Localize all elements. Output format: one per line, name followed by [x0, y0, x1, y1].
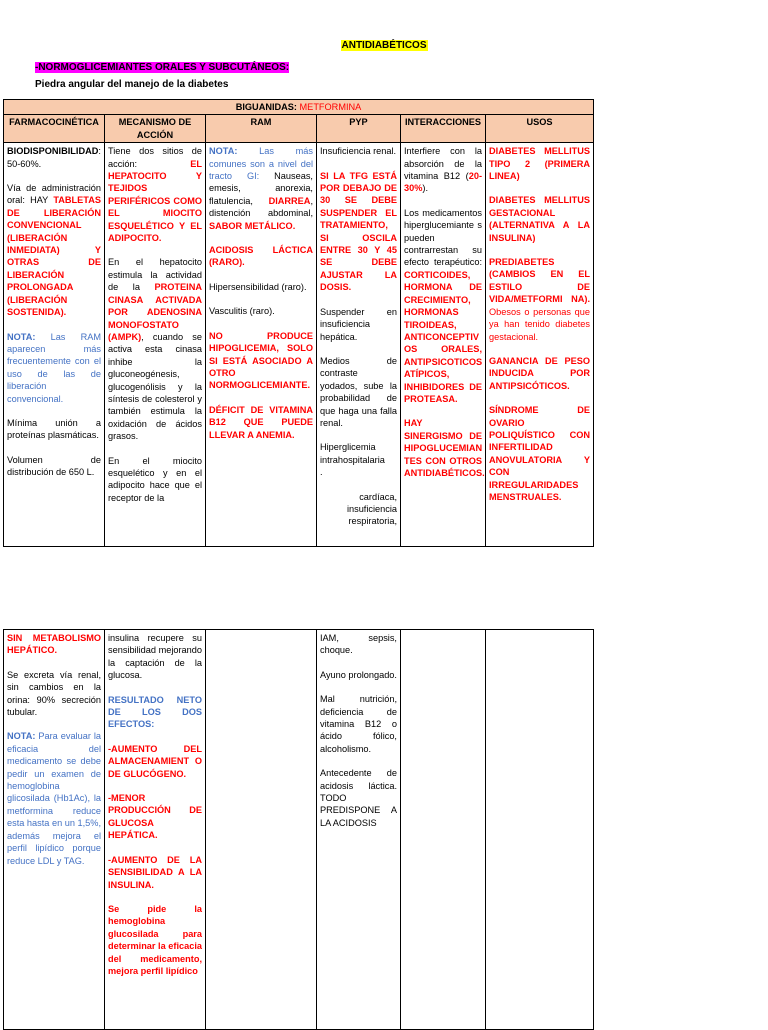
- pcos-text: SÍNDROME DE OVARIO POLIQUÍSTICO CON INFERTILIDAD ANOVULATORIA Y CON IRREGULARIDADES MENSTRUALES.: [489, 405, 591, 502]
- myocyte-text: En el miocito esquelético y en el adipocito hace que el receptor de la: [108, 455, 202, 503]
- cell-pyp: [317, 143, 401, 547]
- b12-absorption-text: Interfiere con la absorción de la vitamina B12 (20-30%).: [404, 146, 482, 194]
- b12-deficit-text: DÉFICIT DE VITAMINA B12 QUE PUEDE LLEVAR A ANEMIA.: [209, 404, 313, 440]
- prediabetes-text: PREDIABETES (CAMBIOS EN EL ESTILO DE VIDA/METFORMI NA). Obesos o personas que ya han tenido diabetes gestacional.: [489, 257, 591, 342]
- lactic-acidosis-text: ACIDOSIS LÁCTICA (RARO).: [209, 245, 313, 268]
- administration-text: Vía de administración oral: HAY TABLETAS DE LIBERACIÓN CONVENCIONAL (LIBERACIÓN INMEDIATA) Y OTRAS DE LIBERACIÓN PROLONGADA (LIBERACIÓN SOSTENIDA).: [7, 183, 101, 318]
- glycogen-text: -AUMENTO DEL ALMACENAMIENT O DE GLUCÓGENO.: [108, 743, 202, 779]
- cell-ram: [206, 143, 317, 547]
- col-header-farmacocinetica: FARMACOCINÉTICA: [4, 115, 105, 143]
- iam-sepsis-text: IAM, sepsis, choque.: [320, 633, 397, 656]
- drug-table-page1: [3, 99, 594, 547]
- cell-mecanismo: [105, 143, 206, 547]
- col-header-usos: USOS: [486, 115, 594, 143]
- hyperglycemia-text: Hiperglicemia intrahospitalaria: [320, 442, 385, 465]
- cell-ram-cont: [206, 630, 317, 1030]
- bioavailability-text: BIODISPONIBILIDAD: 50-60%.: [7, 146, 101, 169]
- malnutrition-text: Mal nutrición, deficiencia de vitamina B12 o ácido fólico, alcoholismo.: [320, 694, 397, 754]
- section-subtitle: -NORMOGLICEMIANTES ORALES Y SUBCUTÁNEOS:: [35, 62, 290, 73]
- weight-gain-text: GANANCIA DE PESO INDUCIDA POR ANTIPSICÓTICOS.: [489, 355, 591, 391]
- col-header-pyp: PYP: [317, 115, 401, 143]
- vasculitis-text: Vasculitis (raro).: [209, 306, 275, 317]
- cell-pyp-cont: [317, 630, 401, 1030]
- hypersensitivity-text: Hipersensibilidad (raro).: [209, 281, 307, 292]
- cell-farmacocinetica: [4, 143, 105, 547]
- renal-excretion-text: Se excreta vía renal, sin cambios en la orina: 90% secreción tubular.: [7, 669, 101, 718]
- dm2-text: DIABETES MELLITUS TIPO 2 (PRIMERA LINEA): [489, 146, 591, 182]
- insulin-sensitivity-text: insulina recupere su sensibilidad mejorando la captación de la glucosa.: [108, 633, 202, 681]
- caption-text: Piedra angular del manejo de la diabetes: [35, 79, 229, 90]
- net-result-text: RESULTADO NETO DE LOS DOS EFECTOS:: [108, 694, 202, 730]
- cell-usos-cont: [486, 630, 594, 1030]
- hepatic-insufficiency-text: Suspender en insuficiencia hepática.: [320, 306, 397, 342]
- cell-mecanismo-cont: [105, 630, 206, 1030]
- cell-usos: [486, 143, 594, 547]
- drug-class-header: BIGUANIDAS: METFORMINA: [4, 100, 594, 115]
- hepatocyte-text: En el hepatocito estimula la actividad de la PROTEINA CINASA ACTIVADA POR ADENOSINA MONOFOSTATO (AMPK), cuando se activa esta cinasa inhibe la gluconeogénesis, glucogenólisis y la síntesis de colesterol y también estimula la oxidación de ácidos grasos.: [108, 257, 202, 442]
- contrast-media-text: Medios de contraste yodados, sube la probabilidad de que haga una falla renal.: [320, 355, 397, 428]
- cardiac-text: cardíaca, insuficiencia respiratoria,: [346, 491, 397, 527]
- drug-table-page2: [3, 629, 594, 1030]
- volume-distribution-text: Volumen de distribución de 650 L.: [7, 454, 101, 478]
- hyperglycemia-dot: .: [320, 467, 323, 478]
- renal-insufficiency-text: Insuficiencia renal.: [320, 146, 397, 157]
- hba1c-note-text: NOTA: Para evaluar la eficacia del medicamento se debe pedir un examen de hemoglobina glicosilada (Hb1Ac), la metformina reduce esta hasta en un 1,5%, además mejora el perfil lipídico porque reduce LDL y TAG.: [7, 731, 101, 866]
- col-header-interacciones: INTERACCIONES: [401, 115, 486, 143]
- fasting-text: Ayuno prolongado.: [320, 669, 397, 680]
- lactic-history-text: Antecedente de acidosis láctica. TODO PREDISPONE A LA ACIDOSIS: [320, 768, 397, 828]
- tfg-text: SI LA TFG ESTÁ POR DEBAJO DE 30 SE DEBE SUSPENDER EL TRATAMIENTO, SI OSCILA ENTRE 30 Y 45 SE DEBE AJUSTAR LA DOSIS.: [320, 170, 397, 293]
- synergism-text: HAY SINERGISMO DE HIPOGLUCEMIAN TES CON OTROS ANTIDIABÉTICOS.: [404, 418, 485, 478]
- cell-interacciones: [401, 143, 486, 547]
- cell-farmacocinetica-cont: [4, 630, 105, 1030]
- no-hepatic-metabolism-text: SIN METABOLISMO HEPÁTICO.: [7, 633, 101, 656]
- col-header-ram: RAM: [206, 115, 317, 143]
- protein-binding-text: Mínima unión a proteínas plasmáticas.: [7, 417, 101, 441]
- note-ram-text: NOTA: Las RAM aparecen más frecuentemente con el uso de las de liberación convencional.: [7, 331, 101, 404]
- col-header-mecanismo: MECANISMO DE ACCIÓN: [105, 115, 206, 143]
- hypoglycemia-text: NO PRODUCE HIPOGLICEMIA, SOLO SI ESTÁ ASOCIADO A OTRO NORMOGLICEMIANTE.: [209, 330, 313, 391]
- cell-interacciones-cont: [401, 630, 486, 1030]
- glucose-production-text: -MENOR PRODUCCIÓN DE GLUCOSA HEPÁTICA.: [108, 793, 202, 841]
- action-sites-text: Tiene dos sitios de acción: EL HEPATOCITO Y TEJIDOS PERIFÉRICOS COMO EL MIOCITO ESQUELÉTICO Y EL ADIPOCITO.: [108, 146, 202, 244]
- gestational-text: DIABETES MELLITUS GESTACIONAL (ALTERNATIVA A LA INSULINA): [489, 195, 591, 243]
- hba1c-request-text: Se pide la hemoglobina glucosilada para determinar la eficacia del medicamento, mejora perfil lipídico: [108, 903, 202, 976]
- hyperglycemic-drugs-text: Los medicamentos hiperglucemiante s pueden contrarrestan su efecto terapéutico: CORTICOIDES, HORMONA DE CRECIMIENTO, HORMONAS TIROIDEAS, ANTICONCEPTIV OS ORALES, ANTIPSICOTICOS ATÍPICOS, INHIBIDORES DE PROTEASA.: [404, 207, 483, 404]
- gi-effects-text: NOTA: Las más comunes son a nivel del tracto GI: Nauseas, emesis, anorexia, flatulencia, DIARREA, distención abdominal, SABOR METÁLICO.: [209, 146, 313, 231]
- insulin-sensitivity-increase-text: -AUMENTO DE LA SENSIBILIDAD A LA INSULINA.: [108, 854, 202, 890]
- document-title: ANTIDIABÉTICOS: [341, 40, 427, 51]
